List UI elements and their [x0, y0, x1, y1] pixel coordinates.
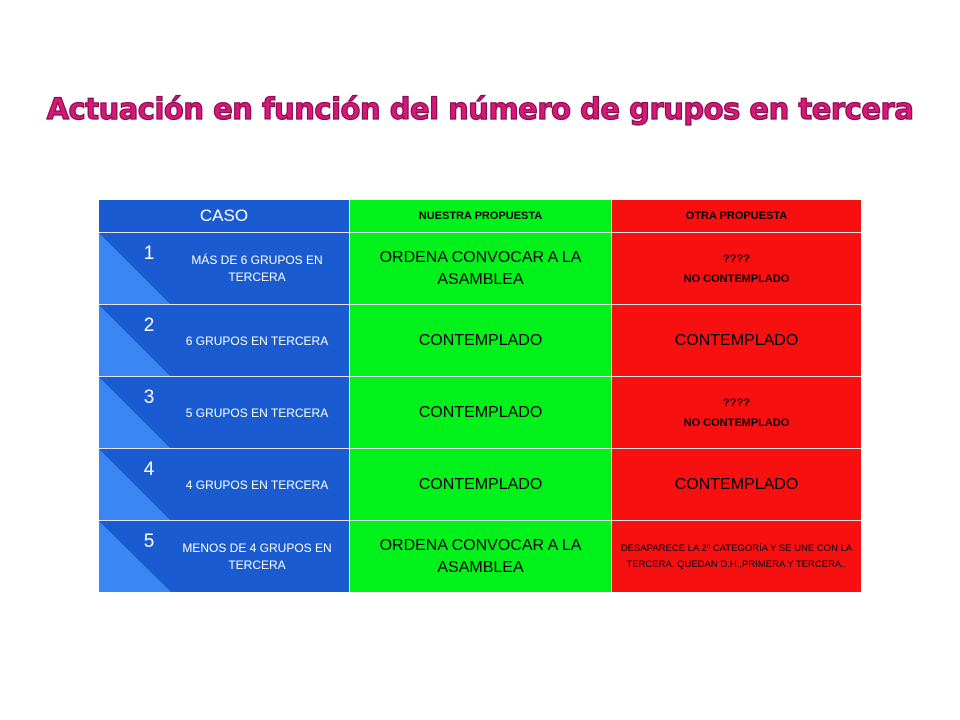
table-row [99, 520, 861, 592]
caso-label: 4 GRUPOS EN TERCERA [185, 477, 329, 492]
nuestra-cell: ORDENA CONVOCAR A LA ASAMBLEA [349, 521, 611, 592]
otra-line-2: NO CONTEMPLADO [683, 273, 790, 285]
case-number: 5 [143, 531, 155, 552]
case-number-badge [99, 449, 171, 521]
nuestra-cell: CONTEMPLADO [349, 377, 611, 449]
table-header-row [99, 200, 861, 232]
caso-cell [99, 377, 349, 449]
table-row [99, 232, 861, 305]
nuestra-cell: CONTEMPLADO [349, 449, 611, 521]
otra-line-1: ???? [723, 253, 750, 265]
nuestra-cell: ORDENA CONVOCAR A LA ASAMBLEA [349, 233, 611, 305]
caso-cell [99, 305, 349, 377]
otra-cell: DESAPARECE LA 2º CATEGORÍA Y SE UNE CON LA TERCERA. QUEDAN D.H.,PRIMERA Y TERCERA.. [611, 521, 861, 592]
case-number-badge [99, 305, 171, 377]
otra-line-2: NO CONTEMPLADO [683, 417, 790, 429]
table-row [99, 376, 861, 449]
otra-cell: CONTEMPLADO [611, 305, 861, 377]
nuestra-cell: CONTEMPLADO [349, 305, 611, 377]
header-caso: CASO [99, 200, 349, 232]
case-number: 3 [143, 387, 155, 408]
diagonal-shade-icon [99, 233, 171, 305]
header-nuestra-propuesta: NUESTRA PROPUESTA [349, 200, 611, 232]
comparison-table [99, 200, 861, 591]
header-otra-propuesta: OTRA PROPUESTA [611, 200, 861, 232]
caso-label: MENOS DE 4 GRUPOS EN TERCERA [182, 540, 332, 572]
caso-cell [99, 521, 349, 592]
caso-label: 5 GRUPOS EN TERCERA [185, 405, 329, 420]
table-row [99, 448, 861, 521]
case-number-badge [99, 377, 171, 449]
case-number: 4 [143, 459, 155, 480]
otra-cell [611, 377, 861, 449]
case-number-badge [99, 521, 171, 592]
diagonal-shade-icon [99, 305, 171, 377]
case-number-badge [99, 233, 171, 305]
otra-line-1: ???? [723, 397, 750, 409]
table-row [99, 304, 861, 377]
diagonal-shade-icon [99, 449, 171, 521]
otra-cell: CONTEMPLADO [611, 449, 861, 521]
otra-cell [611, 233, 861, 305]
caso-cell [99, 449, 349, 521]
caso-label: 6 GRUPOS EN TERCERA [185, 333, 329, 348]
caso-label: MÁS DE 6 GRUPOS EN TERCERA [191, 253, 323, 284]
case-number: 1 [143, 243, 155, 264]
diagonal-shade-icon [99, 521, 171, 592]
caso-cell [99, 233, 349, 305]
diagonal-shade-icon [99, 377, 171, 449]
case-number: 2 [143, 315, 155, 336]
page-title: Actuación en función del número de grupos en tercera [46, 92, 914, 126]
